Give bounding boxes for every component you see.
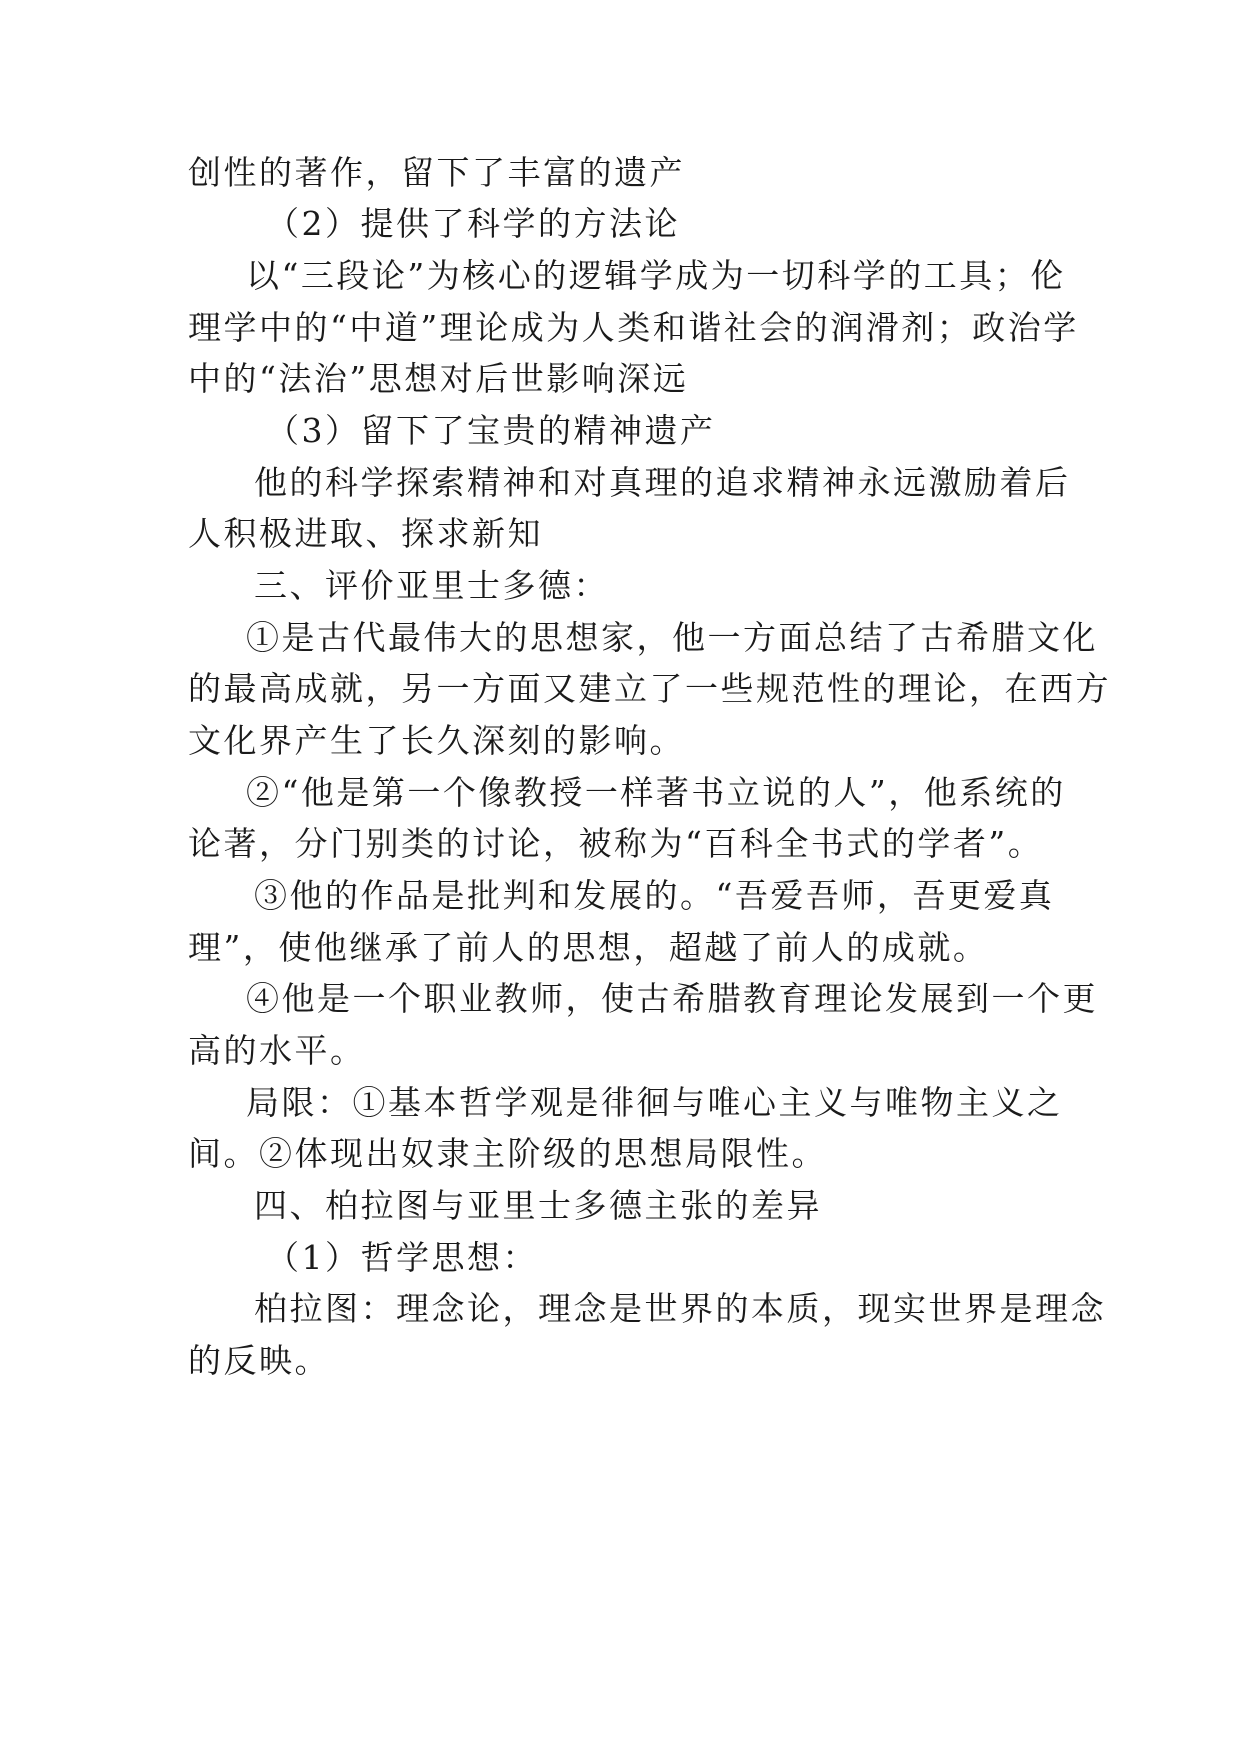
text-line: 间。②体现出奴隶主阶级的思想局限性。 [188, 1134, 827, 1173]
text-line: 理学中的“中道”理论成为人类和谐社会的润滑剂；政治学 [188, 308, 1079, 347]
text-line: 柏拉图：理念论，理念是世界的本质，现实世界是理念 [254, 1289, 1106, 1328]
text-line: 人积极进取、探求新知 [188, 514, 543, 553]
text-line: 的反映。 [188, 1341, 330, 1380]
text-line: 理”，使他继承了前人的思想，超越了前人的成就。 [188, 928, 989, 967]
text-line: ①是古代最伟大的思想家，他一方面总结了古希腊文化 [246, 618, 1098, 657]
text-line: 文化界产生了长久深刻的影响。 [188, 721, 685, 760]
section-heading: （1）哲学思想： [266, 1238, 538, 1277]
text-line: ④他是一个职业教师，使古希腊教育理论发展到一个更 [246, 979, 1098, 1018]
section-heading: 四、柏拉图与亚里士多德主张的差异 [254, 1186, 822, 1225]
text-line: ②“他是第一个像教授一样著书立说的人”，他系统的 [246, 773, 1066, 812]
section-heading: （2）提供了科学的方法论 [266, 204, 680, 243]
section-heading: 三、评价亚里士多德： [254, 566, 609, 605]
text-line: 局限：①基本哲学观是徘徊与唯心主义与唯物主义之 [246, 1083, 1063, 1122]
section-heading: （3）留下了宝贵的精神遗产 [266, 411, 716, 450]
text-line: 他的科学探索精神和对真理的追求精神永远激励着后 [254, 463, 1071, 502]
text-line: 创性的著作，留下了丰富的遗产 [188, 153, 685, 192]
text-line: ③他的作品是批判和发展的。“吾爱吾师，吾更爱真 [254, 876, 1055, 915]
text-line: 以“三段论”为核心的逻辑学成为一切科学的工具；伦 [246, 256, 1066, 295]
text-line: 中的“法治”思想对后世影响深远 [188, 359, 689, 398]
text-line: 论著，分门别类的讨论，被称为“百科全书式的学者”。 [188, 824, 1044, 863]
text-line: 高的水平。 [188, 1031, 366, 1070]
text-line: 的最高成就，另一方面又建立了一些规范性的理论，在西方 [188, 669, 1111, 708]
